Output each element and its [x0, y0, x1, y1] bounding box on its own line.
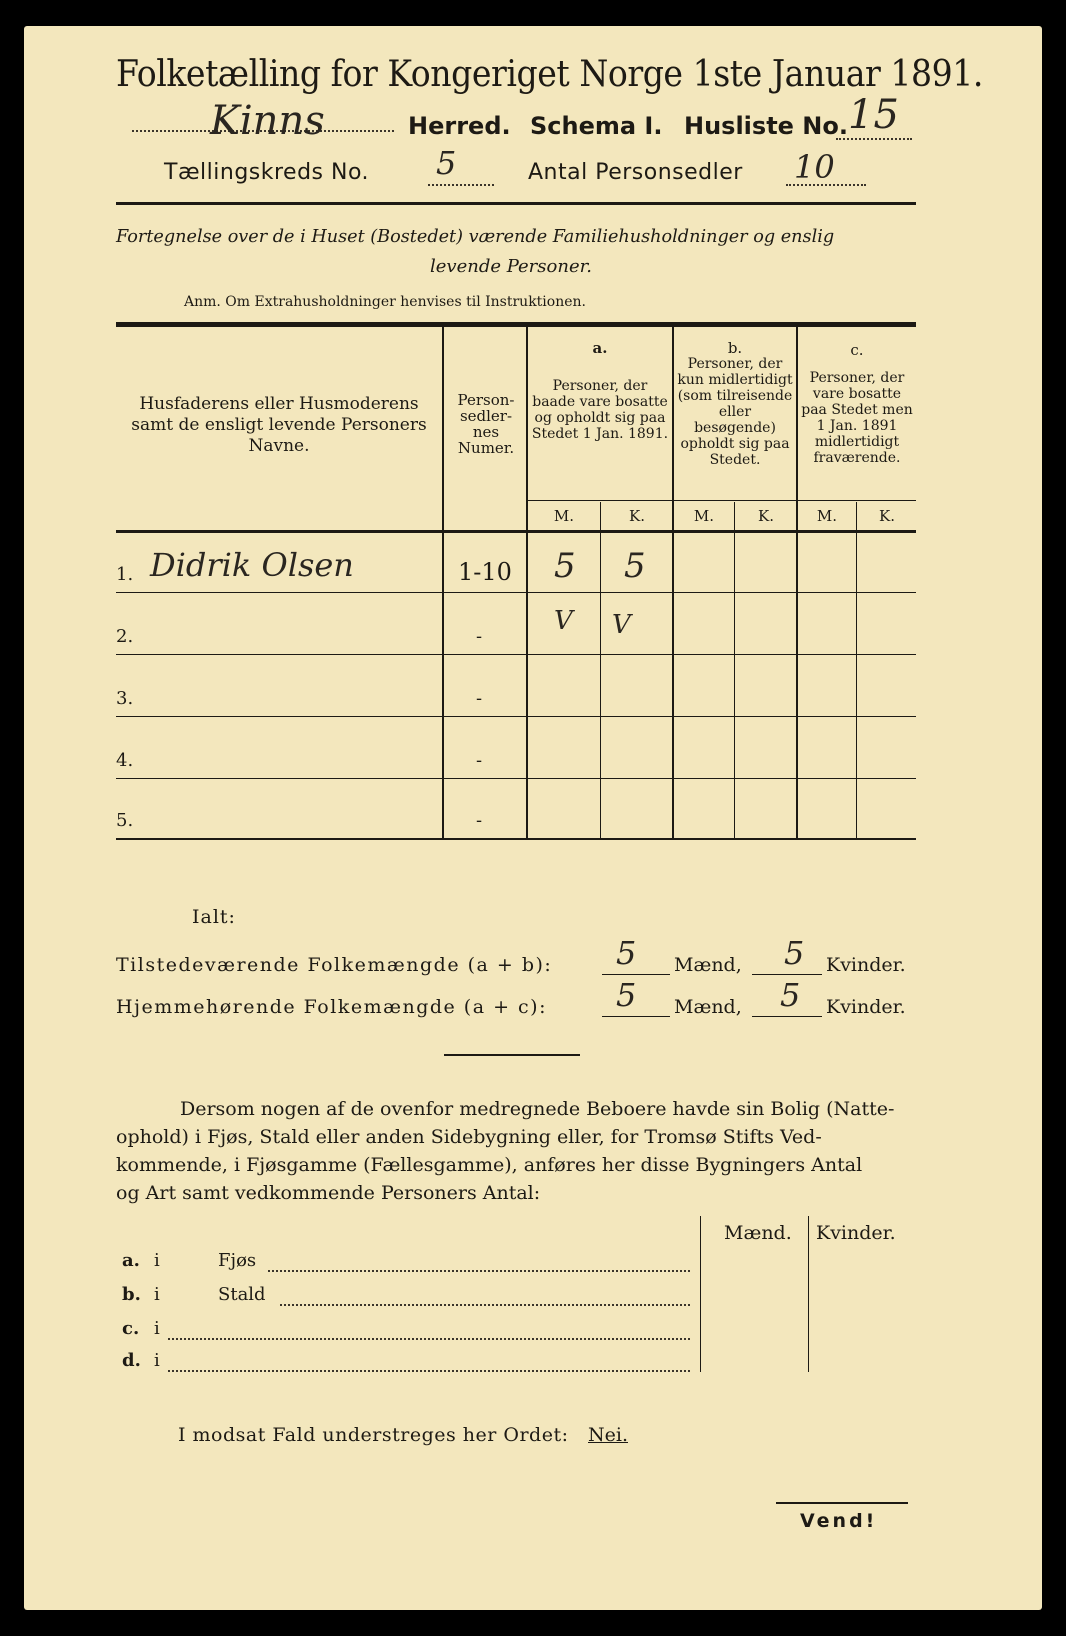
bolig-item-d-prep: i [154, 1350, 160, 1371]
totals-line1-k: 5 [784, 934, 805, 972]
table-row-3-no: 3. [116, 688, 134, 709]
anm-note: Anm. Om Extrahusholdninger henvises til Instruktionen. [184, 294, 586, 310]
totals-line2-kvinder: Kvinder. [826, 996, 906, 1018]
bolig-line-1: Dersom nogen af de ovenfor medregnede Beboere havde sin Bolig (Natte- [180, 1098, 895, 1120]
table-row-2-a-m: V [554, 606, 573, 636]
totals-line2-label: Hjemmehørende Folkemængde (a + c): [116, 996, 547, 1018]
col-b-m-label: M. [693, 507, 715, 525]
totals-line1-k-rule [752, 974, 822, 975]
row-rule-1 [116, 592, 916, 593]
bolig-item-a-prep: i [154, 1250, 160, 1271]
husliste-value: 15 [848, 92, 899, 138]
intro-line-1: Fortegnelse over de i Huset (Bostedet) værende Familiehusholdninger og enslig [116, 226, 835, 247]
ialt-label: Ialt: [192, 906, 236, 928]
col-c-header: Personer, der vare bosatte paa Stedet men 1 Jan. 1891 midlertidigt fraværende. [801, 370, 913, 466]
col-a-mk-divider [600, 502, 601, 838]
totals-line2-m-rule [602, 1016, 670, 1017]
totals-line2-m: 5 [616, 976, 637, 1014]
col-divider-3 [672, 326, 674, 838]
bolig-item-c-letter: c. [122, 1318, 140, 1339]
col-name-header: Husfaderens eller Husmoderens samt de ensligt levende Personers Navne. [131, 394, 427, 456]
table-row-1-num: 1-10 [458, 558, 512, 586]
totals-line1-maend: Mænd, [674, 954, 742, 976]
bolig-col-divider-1 [700, 1216, 701, 1372]
table-row-1-a-m: 5 [554, 546, 576, 586]
bolig-kvinder-header: Kvinder. [816, 1222, 896, 1244]
bolig-line-3: kommende, i Fjøsgamme (Fællesgamme), anføres her disse Bygningers Antal [116, 1154, 863, 1176]
table-row-5-no: 5. [116, 810, 134, 831]
bolig-item-a-label: Fjøs [218, 1250, 257, 1271]
modsat-fald-text: I modsat Fald understreges her Ordet: [178, 1424, 569, 1446]
totals-line2-k-rule [752, 1016, 822, 1017]
vend-label: Vend! [800, 1510, 878, 1532]
table-row-5-num: - [476, 810, 483, 831]
herred-label: Herred. [408, 112, 511, 140]
table-row-1-no: 1. [116, 564, 134, 585]
col-c-m-label: M. [816, 507, 838, 525]
totals-line1-label: Tilstedeværende Folkemængde (a + b): [116, 954, 553, 976]
bolig-item-d-dots [168, 1370, 690, 1372]
taellingskreds-value: 5 [436, 144, 457, 182]
husliste-dotline [836, 138, 912, 140]
col-divider-1 [442, 326, 444, 838]
col-divider-2 [526, 326, 528, 838]
col-a-k-label: K. [629, 507, 645, 525]
bolig-item-b-prep: i [154, 1284, 160, 1305]
col-a-m-label: M. [553, 507, 575, 525]
taellingskreds-label: Tællingskreds No. [164, 160, 370, 185]
row-rule-2 [116, 654, 916, 655]
col-num-header: Person-sedler-nes Numer. [457, 391, 515, 457]
bolig-maend-header: Mænd. [724, 1222, 792, 1244]
bolig-line-2: ophold) i Fjøs, Stald eller anden Sidebygning eller, for Tromsø Stifts Ved- [116, 1126, 822, 1148]
col-b-letter: b. [727, 339, 743, 357]
table-row-2-a-k: V [612, 610, 631, 640]
mk-subheader-rule [526, 500, 916, 501]
herred-value: Kinns [210, 98, 325, 144]
table-row-4-num: - [476, 750, 483, 771]
col-b-mk-divider [734, 502, 735, 838]
totals-line2-maend: Mænd, [674, 996, 742, 1018]
table-row-4-no: 4. [116, 750, 134, 771]
bolig-line-4: og Art samt vedkommende Personers Antal: [116, 1182, 541, 1204]
bolig-item-c-prep: i [154, 1318, 160, 1339]
totals-line1-kvinder: Kvinder. [826, 954, 906, 976]
bolig-col-divider-2 [808, 1216, 809, 1372]
bolig-item-c-dots [168, 1338, 690, 1340]
vend-rule [776, 1502, 908, 1504]
bolig-item-d-letter: d. [122, 1350, 141, 1371]
bolig-item-b-letter: b. [122, 1284, 141, 1305]
table-bottom-rule [116, 838, 916, 840]
antal-dotline [786, 184, 866, 186]
census-form-page [24, 26, 1042, 1610]
col-c-letter: c. [850, 341, 864, 359]
antal-value: 10 [794, 148, 835, 186]
header-rule [116, 202, 916, 205]
bolig-item-b-label: Stald [218, 1284, 266, 1305]
form-title: Folketælling for Kongeriget Norge 1ste Januar 1891. [116, 54, 983, 95]
taellingskreds-dotline [428, 184, 494, 186]
totals-line1-m-rule [602, 974, 670, 975]
totals-line1-m: 5 [616, 934, 637, 972]
section-divider [444, 1054, 580, 1056]
col-b-header: Personer, der kun midlertidigt (som tilreisende eller besøgende) opholdt sig paa Stedet. [677, 356, 793, 468]
table-row-1-name: Didrik Olsen [150, 546, 354, 584]
bolig-item-a-letter: a. [122, 1250, 140, 1271]
bolig-item-a-dots [268, 1270, 690, 1272]
col-a-letter: a. [592, 339, 608, 357]
schema-label: Schema I. [530, 112, 663, 140]
bolig-item-b-dots [280, 1304, 690, 1306]
table-row-1-a-k: 5 [624, 546, 646, 586]
husliste-label: Husliste No. [684, 112, 848, 140]
table-row-2-no: 2. [116, 626, 134, 647]
row-rule-3 [116, 716, 916, 717]
col-a-header: Personer, der baade vare bosatte og opholdt sig paa Stedet 1 Jan. 1891. [531, 378, 669, 442]
table-row-3-num: - [476, 688, 483, 709]
col-c-k-label: K. [879, 507, 895, 525]
row-rule-4 [116, 778, 916, 779]
table-row-2-num: - [476, 626, 483, 647]
antal-label: Antal Personsedler [528, 160, 743, 185]
intro-line-2: levende Personer. [430, 256, 592, 277]
col-b-k-label: K. [758, 507, 774, 525]
totals-line2-k: 5 [780, 976, 801, 1014]
col-c-mk-divider [856, 502, 857, 838]
nei-word: Nei. [588, 1424, 628, 1446]
